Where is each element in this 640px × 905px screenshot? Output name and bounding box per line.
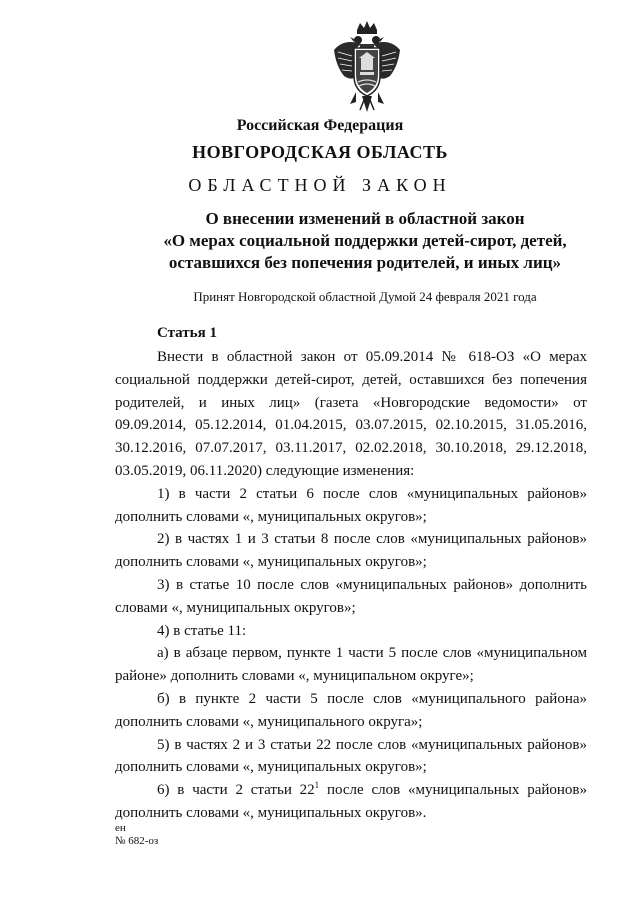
article-intro: Внести в областной закон от 05.09.2014 № 618-ОЗ «О мерах социальной поддержки детей-сирот, детей, оставшихся без попечения родителей, и иных лиц» (газета «Новгородские ведомости» от 09.09.2014, 05.12.2014, 01.04.2015, 03.07.2015, 02.10.2015, 31.05.2016, 30.12.2016, 07.07.2017, 03.11.2017, 02.02.2018, 30.10.2018, 29.12.2018, 03.05.2019, 06.11.2020) следующие изменения: (115, 349, 587, 479)
article-heading: Статья 1 (157, 325, 217, 341)
law-title-line: оставшихся без попечения родителей, и иных лиц» (168, 253, 562, 272)
law-type: ОБЛАСТНОЙ ЗАКОН (188, 175, 452, 195)
article-item-text: после слов «муниципальных районов» дополнить словами «, муниципальных округов». (115, 782, 587, 821)
article-item: 2) в частях 1 и 3 статьи 8 после слов «муниципальных районов» дополнить словами «, муниципальных округов»; (115, 531, 587, 571)
article-number-superscript: 1 (314, 780, 320, 791)
article-item: 4) в статье 11: (157, 622, 247, 639)
article-body (115, 346, 587, 825)
region-name: НОВГОРОДСКАЯ ОБЛАСТЬ (192, 142, 448, 162)
country-name: Российская Федерация (236, 117, 404, 134)
article-item: 3) в статье 10 после слов «муниципальных районов» дополнить словами «, муниципальных округов»; (115, 576, 587, 616)
law-title (40, 208, 640, 274)
footer-initials: ен (115, 822, 126, 834)
law-title-line: О внесении изменений в областной закон (205, 209, 525, 228)
article-item-text: 6) в части 2 статьи 22 (157, 782, 315, 799)
article-item: 1) в части 2 статьи 6 после слов «муниципальных районов» дополнить словами «, муниципальных округов»; (115, 485, 587, 525)
coat-of-arms-icon (330, 20, 404, 114)
law-title-line: «О мерах социальной поддержки детей-сирот, детей, (163, 231, 567, 250)
article-item: 5) в частях 2 и 3 статьи 22 после слов «муниципальных районов» дополнить словами «, муниципальных округов»; (115, 736, 587, 776)
article-item: а) в абзаце первом, пункте 1 части 5 после слов «муниципальном районе» дополнить словами «, муниципальном округе»; (115, 645, 587, 685)
article-item: б) в пункте 2 части 5 после слов «муниципального района» дополнить словами «, муниципального округа»; (115, 690, 587, 730)
footer-number: № 682-оз (115, 835, 159, 847)
article-item (115, 779, 587, 825)
adoption-note: Принят Новгородской областной Думой 24 февраля 2021 года (193, 289, 537, 304)
footer-registration (115, 822, 158, 848)
